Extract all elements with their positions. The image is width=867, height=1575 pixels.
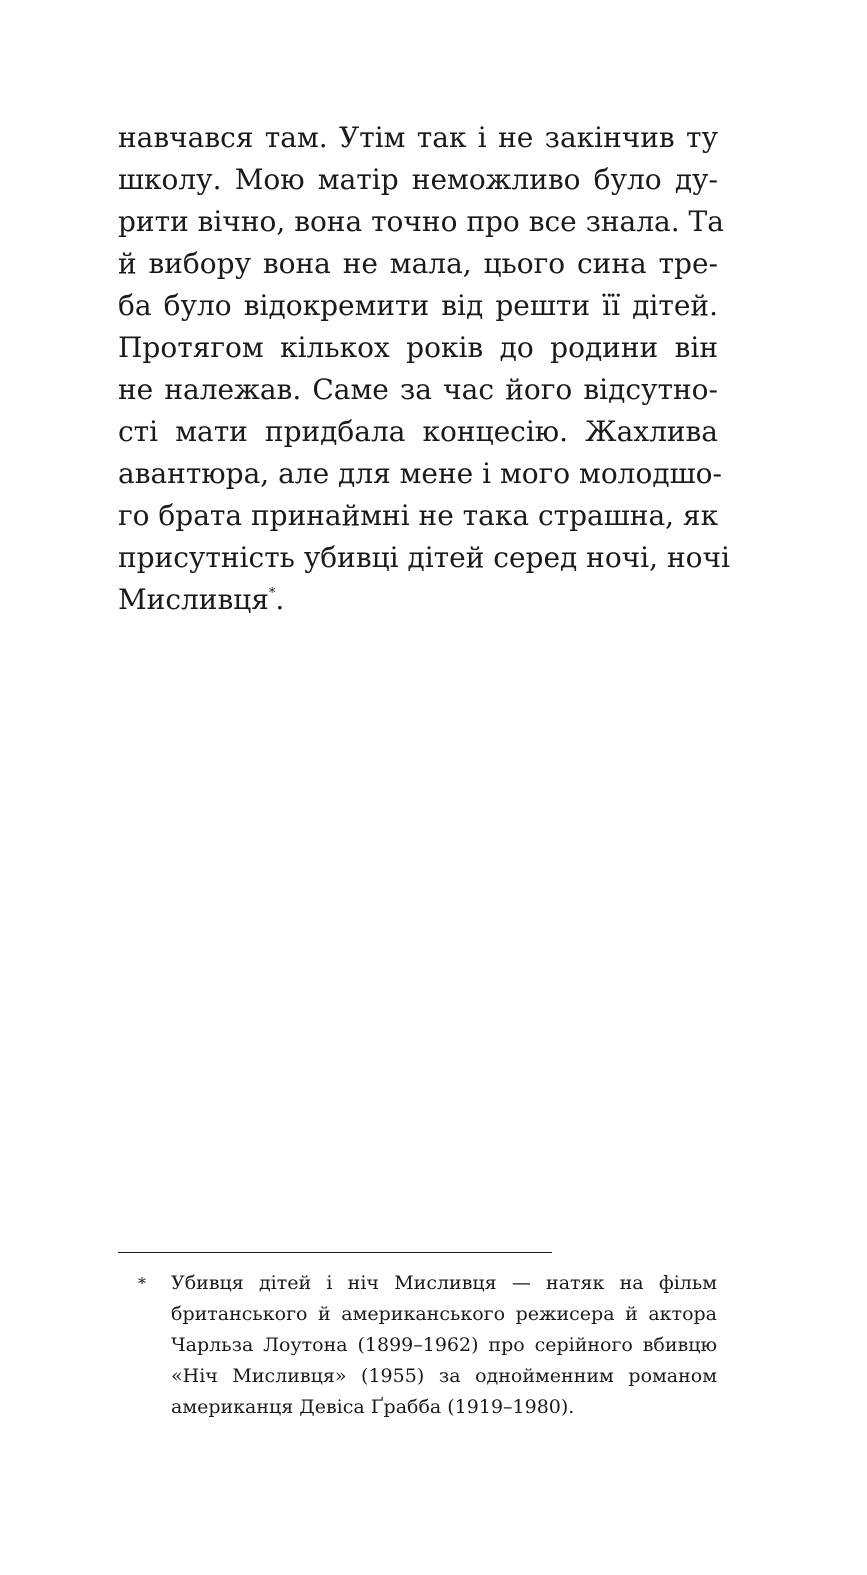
last-text-line: [118, 579, 718, 621]
last-line-text: Мисливця: [118, 583, 269, 616]
text-line: Протягом кількох років до родини він: [118, 331, 718, 364]
footnote-line: Убивця дітей і ніч Мисливця — натяк на фільм: [171, 1272, 717, 1294]
footnote-marker: *: [138, 1274, 146, 1293]
text-line: школу. Мою матір неможливо було ду-: [118, 163, 718, 196]
footnote-line: американця Девіса Ґрабба (1919–1980).: [171, 1396, 575, 1418]
text-line: навчався там. Утім так і не закінчив ту: [118, 121, 718, 154]
text-line: рити вічно, вона точно про все знала. Та: [118, 205, 724, 238]
text-line: й вибору вона не мала, цього сина тре-: [118, 247, 718, 280]
text-line: не належав. Саме за час його відсутно-: [118, 373, 718, 406]
text-line: ба було відокремити від решти її дітей.: [118, 289, 718, 322]
footnote-divider: [118, 1252, 552, 1253]
footnote-reference[interactable]: *: [268, 586, 276, 601]
main-text: [118, 117, 730, 621]
text-line: авантюра, але для мене і мого молодшо-: [118, 457, 722, 490]
text-line: сті мати придбала концесію. Жахлива: [118, 415, 718, 448]
footnote-line: «Ніч Мисливця» (1955) за однойменним романом: [171, 1365, 717, 1387]
text-line: го брата принаймні не така страшна, як: [118, 499, 719, 532]
footnote-line: Чарльза Лоутона (1899–1962) про серійного вбивцю: [171, 1334, 717, 1356]
footnote-text: [171, 1268, 717, 1423]
last-line-punctuation: .: [275, 583, 285, 616]
footnote-line: британського й американського режисера й актора: [171, 1303, 717, 1325]
text-line: присутність убивці дітей серед ночі, ночі: [118, 541, 730, 574]
